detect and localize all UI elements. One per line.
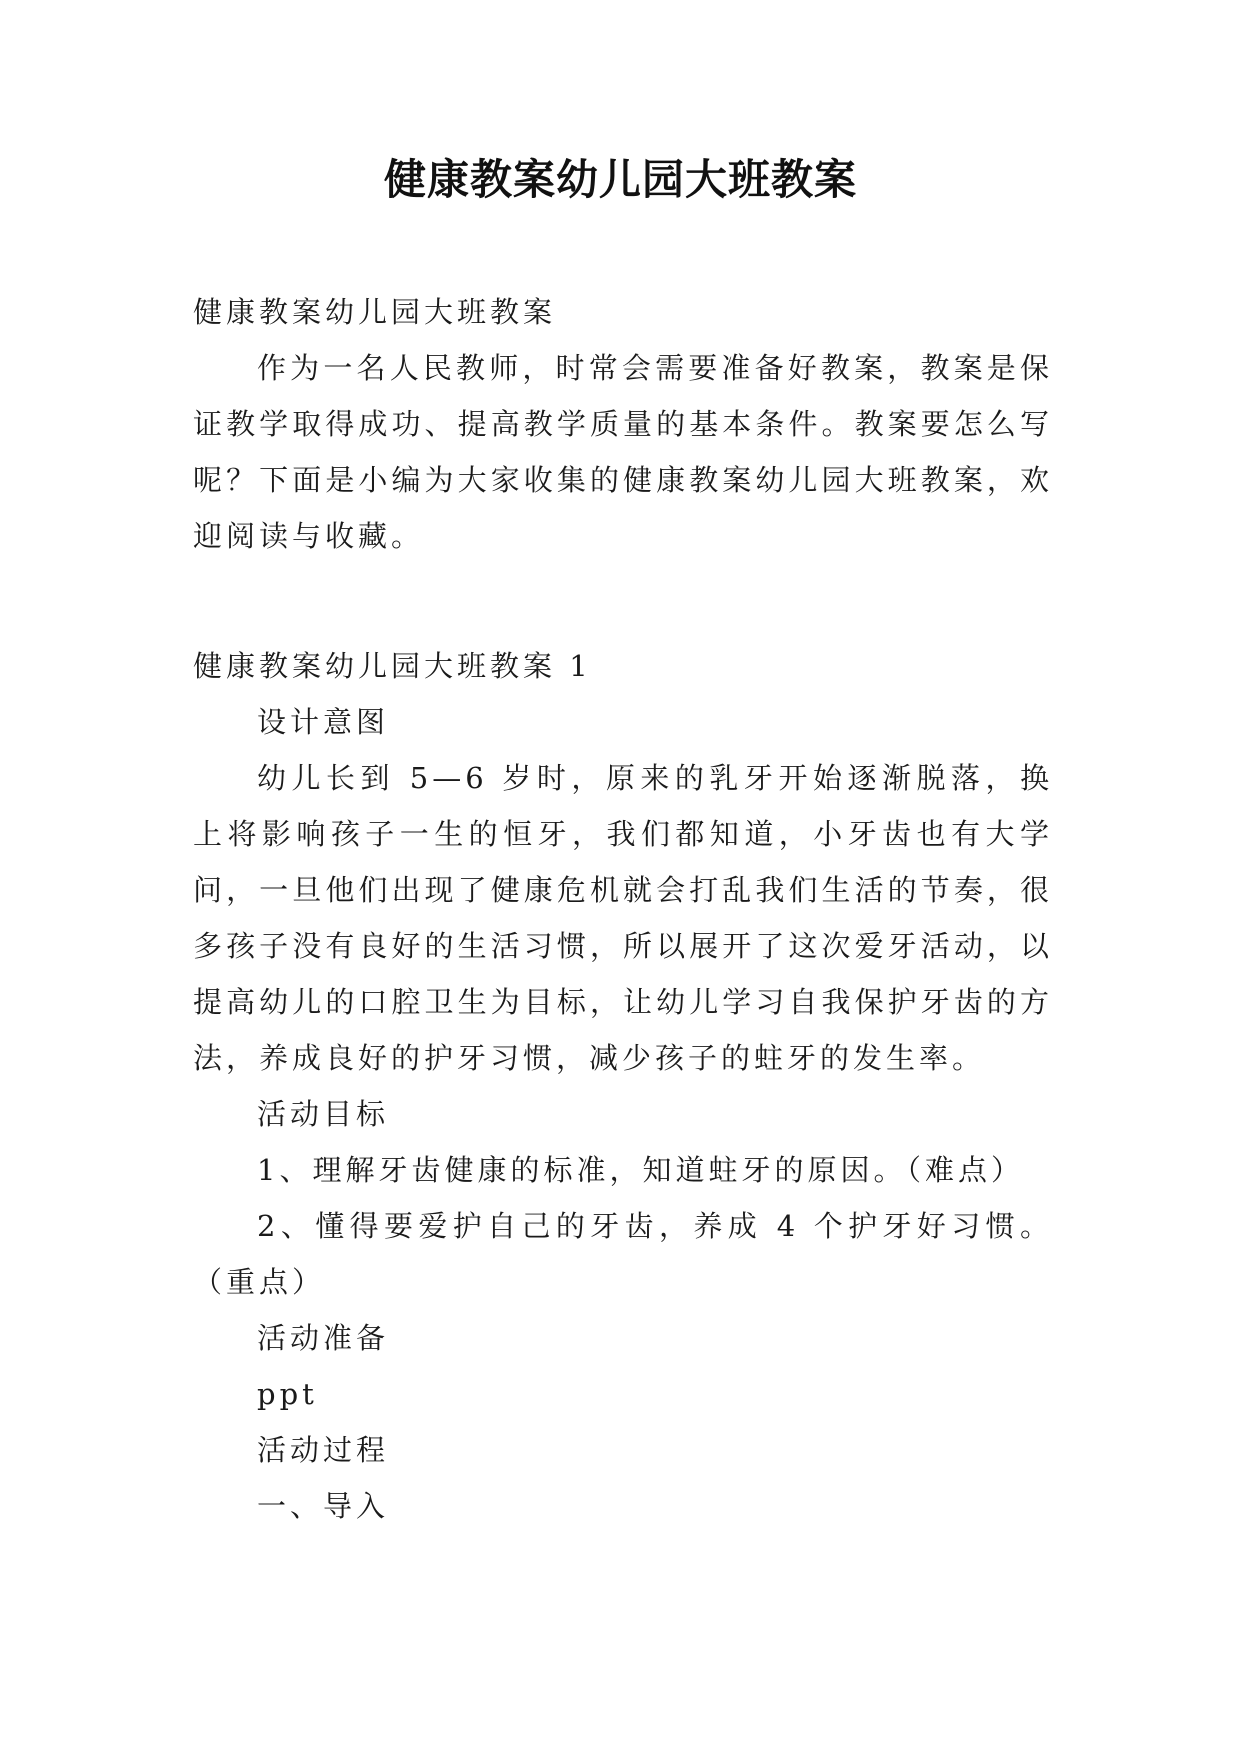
activity-preparation-heading: 活动准备 <box>257 1321 390 1355</box>
activity-goals-heading: 活动目标 <box>257 1097 390 1131</box>
goal-item-1: 1、理解牙齿健康的标准，知道蛀牙的原因。（难点） <box>257 1153 1024 1187</box>
process-step-1: 一、导入 <box>257 1489 390 1523</box>
section-heading: 健康教案幼儿园大班教案 1 <box>193 649 592 683</box>
activity-process-heading: 活动过程 <box>257 1433 390 1467</box>
section-spacer <box>193 564 1053 638</box>
design-intent-paragraph: 幼儿长到 5—6 岁时，原来的乳牙开始逐渐脱落，换上将影响孩子一生的恒牙，我们都知道，小牙齿也有大学问，一旦他们出现了健康危机就会打乱我们生活的节奏，很多孩子没有良好的生活习惯，所以展开了这次爱牙活动，以提高幼儿的口腔卫生为目标，让幼儿学习自我保护牙齿的方法，养成良好的护牙习惯，减少孩子的蛀牙的发生率。 <box>193 761 1053 1075</box>
intro-paragraph: 作为一名人民教师，时常会需要准备好教案，教案是保证教学取得成功、提高教学质量的基本条件。教案要怎么写呢？下面是小编为大家收集的健康教案幼儿园大班教案，欢迎阅读与收藏。 <box>193 351 1053 553</box>
document-title: 健康教案幼儿园大班教案 <box>383 155 857 204</box>
preparation-item: ppt <box>257 1377 318 1411</box>
document-body <box>193 284 1053 1534</box>
design-intent-heading: 设计意图 <box>257 705 390 739</box>
intro-heading: 健康教案幼儿园大班教案 <box>193 295 557 329</box>
goal-item-2: 2、懂得要爱护自己的牙齿，养成 4 个护牙好习惯。（重点） <box>193 1209 1053 1299</box>
